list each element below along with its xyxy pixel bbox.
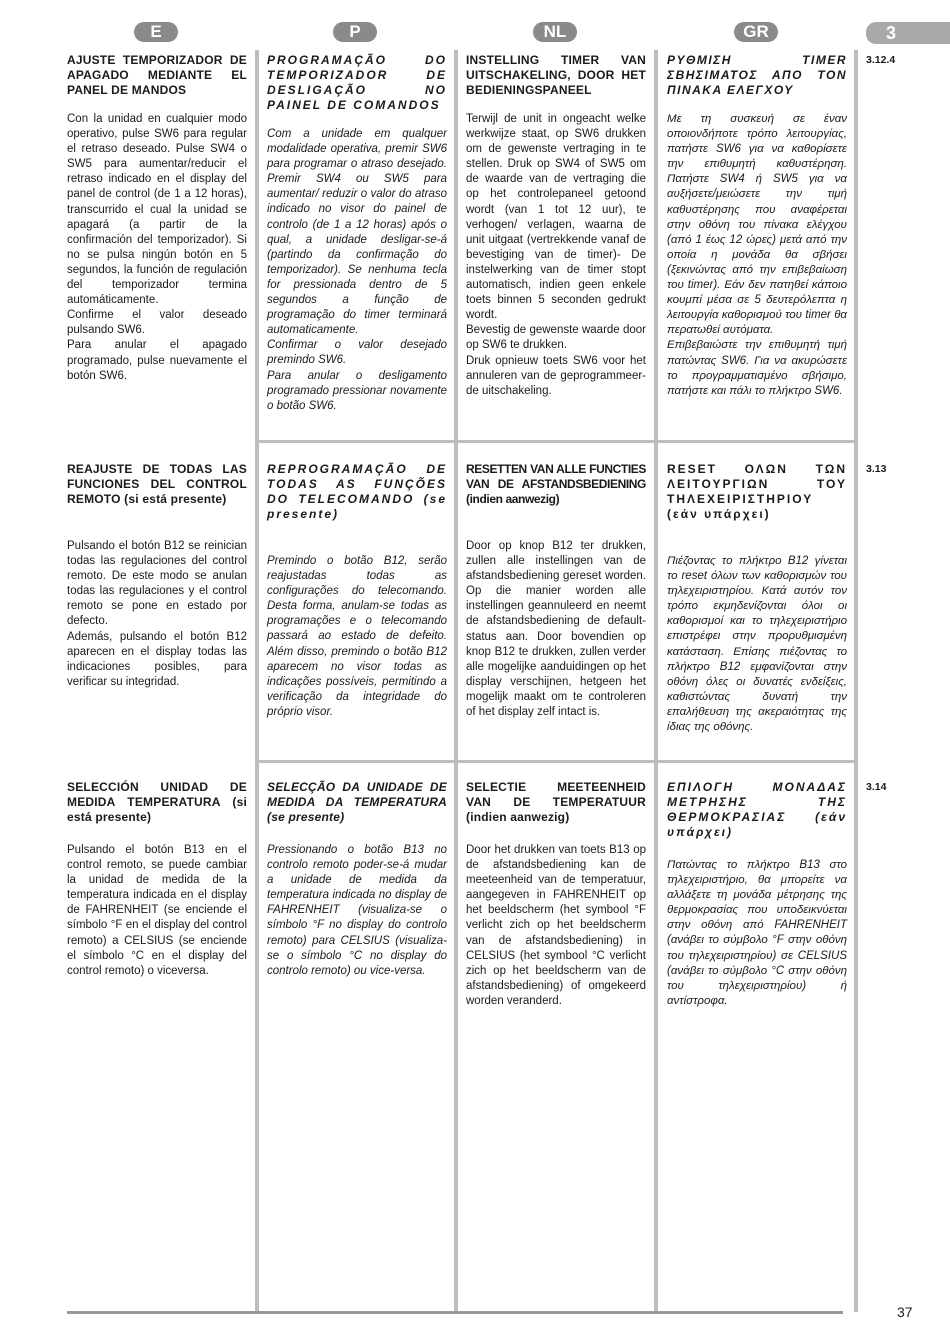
section-divider (658, 440, 854, 443)
section-heading: SELECÇÃO DA UNIDADE DE MEDIDA DA TEMPERATURA (se presente) (267, 780, 447, 824)
section-body: Premindo o botão B12, serão reajustadas todas as configurações do telecomando. Desta forma, anulam-se todas as programações e o telecomando passará ao estado de defeito. Além disso, premindo o botão B12 aparecem no visor todas as indicações possíveis, permitindo a verificação da integridade do próprio visor. (267, 555, 447, 718)
section-body: Πιέζοντας το πλήκτρο B12 γίνεται το reset όλων των καθορισμών του τηλεχειριστηρίου. Κατά αυτόν τον τρόπο εκμηδενίζονται όλοι οι καθορισμοί και το τηλεχειριστήριο επιστρέφει στην προρυθμισμένη κατάσταση. Επίσης πιέζοντας το πλήκτρο B12 εμφανίζονται στην οθόνη όλες οι δυνατές ενδείξεις, καθιστώντας δυνατή την επαλήθευση της ακεραιότητας της ίδιας της οθόνης. (667, 555, 847, 734)
section-pt (267, 780, 447, 979)
section-body: Door op knop B12 ter drukken, zullen alle instellingen van de afstandsbediening gereset worden. Op die manier worden alle instellingen geannuleerd en neemt de afstandsbediening de default-status aan. Door bovendien op knop B12 te drukken, zullen verder alle mogelijke aanduidingen op het display verschijnen, hetgeen het mogelijk maakt om te controleren of het display zelf intact is. (466, 540, 646, 719)
chapter-tab: 3 (866, 22, 950, 44)
section-pt (267, 462, 447, 720)
section-heading: INSTELLING TIMER VAN UITSCHAKELING, DOOR HET BEDIENINGSPANEEL (466, 53, 646, 97)
section-body: Pulsando el botón B12 se reinician todas las regulaciones del control remoto. De este modo se anulan todas las regulaciones y el control remoto se pone en estado por defecto. Además, pulsando el botón B12 aparecen en el display todas las indicaciones posibles, para verificar su integridad. (67, 540, 247, 688)
section-es (67, 53, 247, 384)
language-badge-nl: NL (533, 22, 577, 42)
section-body: Terwijl de unit in ongeacht welke werkwijze staat, op SW6 drukken om de gewenste vertraging in te stellen. Druk op SW4 of SW5 om de waarde van de vertraging die op het controlepaneel getoond wordt (van 1 tot 12 uur), te verhogen/ verlagen, waarna de unit uitgaat (vertrekkende vanaf de bevestiging van de timer)- De instelwerking van de timer stopt automatisch, indien geen enkele toets binnen 5 seconden gedrukt wordt. Bevestig de gewenste waarde door op SW6 te drukken. Druk opnieuw toets SW6 voor het annuleren van de geprogrammeer-de uitschakeling. (466, 113, 646, 397)
section-body: Πατώντας το πλήκτρο B13 στο τηλεχειριστήριο, θα μπορείτε να αλλάξετε τη μονάδα μέτρησης της θερμοκρασίας που υποδεικνύεται στην οθόνη από FAHRENHEIT (ανάβει το σύμβολο °F στην οθόνη του τηλεχειριστηρίου) σε CELSIUS (ανάβει το σύμβολο °C στην οθόνη του τηλεχειριστηρίου) ή αντίστροφα. (667, 859, 847, 1007)
column-divider (454, 50, 458, 1312)
column-divider (854, 50, 858, 1312)
section-gr (667, 780, 847, 1009)
section-heading: ΡΥΘΜΙΣΗ TIMER ΣΒΗΣΙΜΑΤΟΣ ΑΠΟ ΤΟΝ ΠΙΝΑΚΑ ΕΛΕΓΧΟΥ (667, 53, 847, 97)
section-nl (466, 780, 646, 1009)
section-number: 3.12.4 (866, 54, 896, 66)
section-divider (259, 440, 454, 443)
section-nl (466, 462, 646, 720)
section-number: 3.13 (866, 463, 887, 475)
language-badge-gr: GR (734, 22, 778, 42)
column-divider (255, 50, 259, 1312)
section-divider (259, 760, 454, 763)
section-divider (458, 440, 654, 443)
page-number: 37 (897, 1304, 913, 1320)
section-heading: RESET ΟΛΩΝ ΤΩΝ ΛΕΙΤΟΥΡΓΙΩΝ ΤΟΥ ΤΗΛΕΧΕΙΡΙΣΤΗΡΙΟΥ (εάν υπάρχει) (667, 462, 847, 521)
section-pt (267, 53, 447, 414)
section-heading: ΕΠΙΛΟΓΗ ΜΟΝΑΔΑΣ ΜΕΤΡΗΣΗΣ ΤΗΣ ΘΕΡΜΟΚΡΑΣΙΑΣ (εάν υπάρχει) (667, 780, 847, 839)
section-heading: PROGRAMAÇÃO DO TEMPORIZADOR DE DESLIGAÇÃO NO PAINEL DE COMANDOS (267, 53, 447, 112)
section-number: 3.14 (866, 781, 887, 793)
section-body: Door het drukken van toets B13 op de afstandsbediening kan de meeteenheid van de temperatuur, aangegeven in FAHRENHEIT op het beeldscherm (het symbool °F verlicht zich op het beeldscherm van de afstandsbediening) in CELSIUS (het symbool °C verlicht zich op het beeldscherm van de afstandsbediening) of omgekeerd worden veranderd. (466, 844, 646, 1007)
column-divider (654, 50, 658, 1312)
section-nl (466, 53, 646, 399)
section-es (67, 780, 247, 979)
section-gr (667, 462, 847, 735)
language-badge-es: E (134, 22, 178, 42)
language-badge-pt: P (333, 22, 377, 42)
section-body: Pressionando o botão B13 no controlo remoto poder-se-á mudar a unidade de medida da temperatura indicada no display de FAHRENHEIT (visualiza-se o símbolo °F no display do controlo remoto) para CELSIUS (visualiza-se o símbolo °C no display do controlo remoto) ou vice-versa. (267, 844, 447, 977)
section-gr (667, 53, 847, 399)
section-divider (658, 760, 854, 763)
section-heading: AJUSTE TEMPORIZADOR DE APAGADO MEDIANTE EL PANEL DE MANDOS (67, 53, 247, 97)
section-heading: SELECCIÓN UNIDAD DE MEDIDA TEMPERATURA (si está presente) (67, 780, 247, 824)
section-heading: SELECTIE MEETEENHEID VAN DE TEMPERATUUR (indien aanwezig) (466, 780, 646, 824)
section-heading: REAJUSTE DE TODAS LAS FUNCIONES DEL CONTROL REMOTO (si está presente) (67, 462, 247, 506)
footer-rule (67, 1311, 843, 1314)
section-body: Con la unidad en cualquier modo operativo, pulse SW6 para regular el retraso deseado. Pulse SW4 o SW5 para aumentar/reducir el retraso indicado en el display del panel de control (de 1 a 12 horas), transcurrido el cual la unidad se apagará (a partir de la confirmación del temporizador). Si no se pulsa ningún botón en 5 segundos, la función de regulación del temporizador termina automáticamente. Confirme el valor deseado pulsando SW6. Para anular el apagado programado, pulse nuevamente el botón SW6. (67, 113, 247, 382)
section-body: Με τη συσκευή σε έναν οποιονδήποτε τρόπο λειτουργίας, πατήστε SW6 για να καθορίσετε την επιθυμητή καθυστέρηση. Πατήστε SW4 ή SW5 για να αυξήσετε/μειώσετε την τιμή καθυστέρησης που αναφέρεται στην οθόνη του πίνακα ελέγχου (από 1 έως 12 ώρες) μετά από την οποία η μονάδα θα σβήσει (ξεκινώντας από την επιβεβαίωση του timer). Εάν δεν πατηθεί κάποιο κουμπί μέσα σε 5 δευτερόλεπτα η λειτουργία καθορισμού του timer θα περατωθεί αυτόματα. Επιβεβαιώστε την επιθυμητή τιμή πατώντας SW6. Για να ακυρώσετε το προγραμματισμένο σβήσιμο, πατήστε και πάλι το πλήκτρο SW6. (667, 113, 847, 397)
section-es (67, 462, 247, 690)
section-body: Pulsando el botón B13 en el control remoto, se puede cambiar la unidad de medida de la temperatura indicada en el display de FAHRENHEIT (se enciende el símbolo °F en el display del control remoto) a CELSIUS (se enciende el símbolo °C en el display del control remoto) o viceversa. (67, 844, 247, 977)
section-divider (458, 760, 654, 763)
section-heading: RESETTEN VAN ALLE FUNCTIES VAN DE AFSTANDSBEDIENING (indien aanwezig) (466, 462, 646, 506)
section-heading: REPROGRAMAÇÃO DE TODAS AS FUNÇÕES DO TELECOMANDO (se presente) (267, 462, 447, 521)
section-body: Com a unidade em qualquer modalidade operativa, premir SW6 para programar o atraso desejado. Premir SW4 ou SW5 para aumentar/ reduzir o valor do atraso indicado no visor do painel de controlo (de 1 a 12 horas) após o qual, a unidade desligar-se-á (partindo da confirmação do temporizador). Se nenhuma tecla for pressionada dentro de 5 segundos a função de programação do timer terminará automaticamente. Confirmar o valor desejado premindo SW6. Para anular o desligamento programado pressionar novamente o botão SW6. (267, 128, 447, 412)
